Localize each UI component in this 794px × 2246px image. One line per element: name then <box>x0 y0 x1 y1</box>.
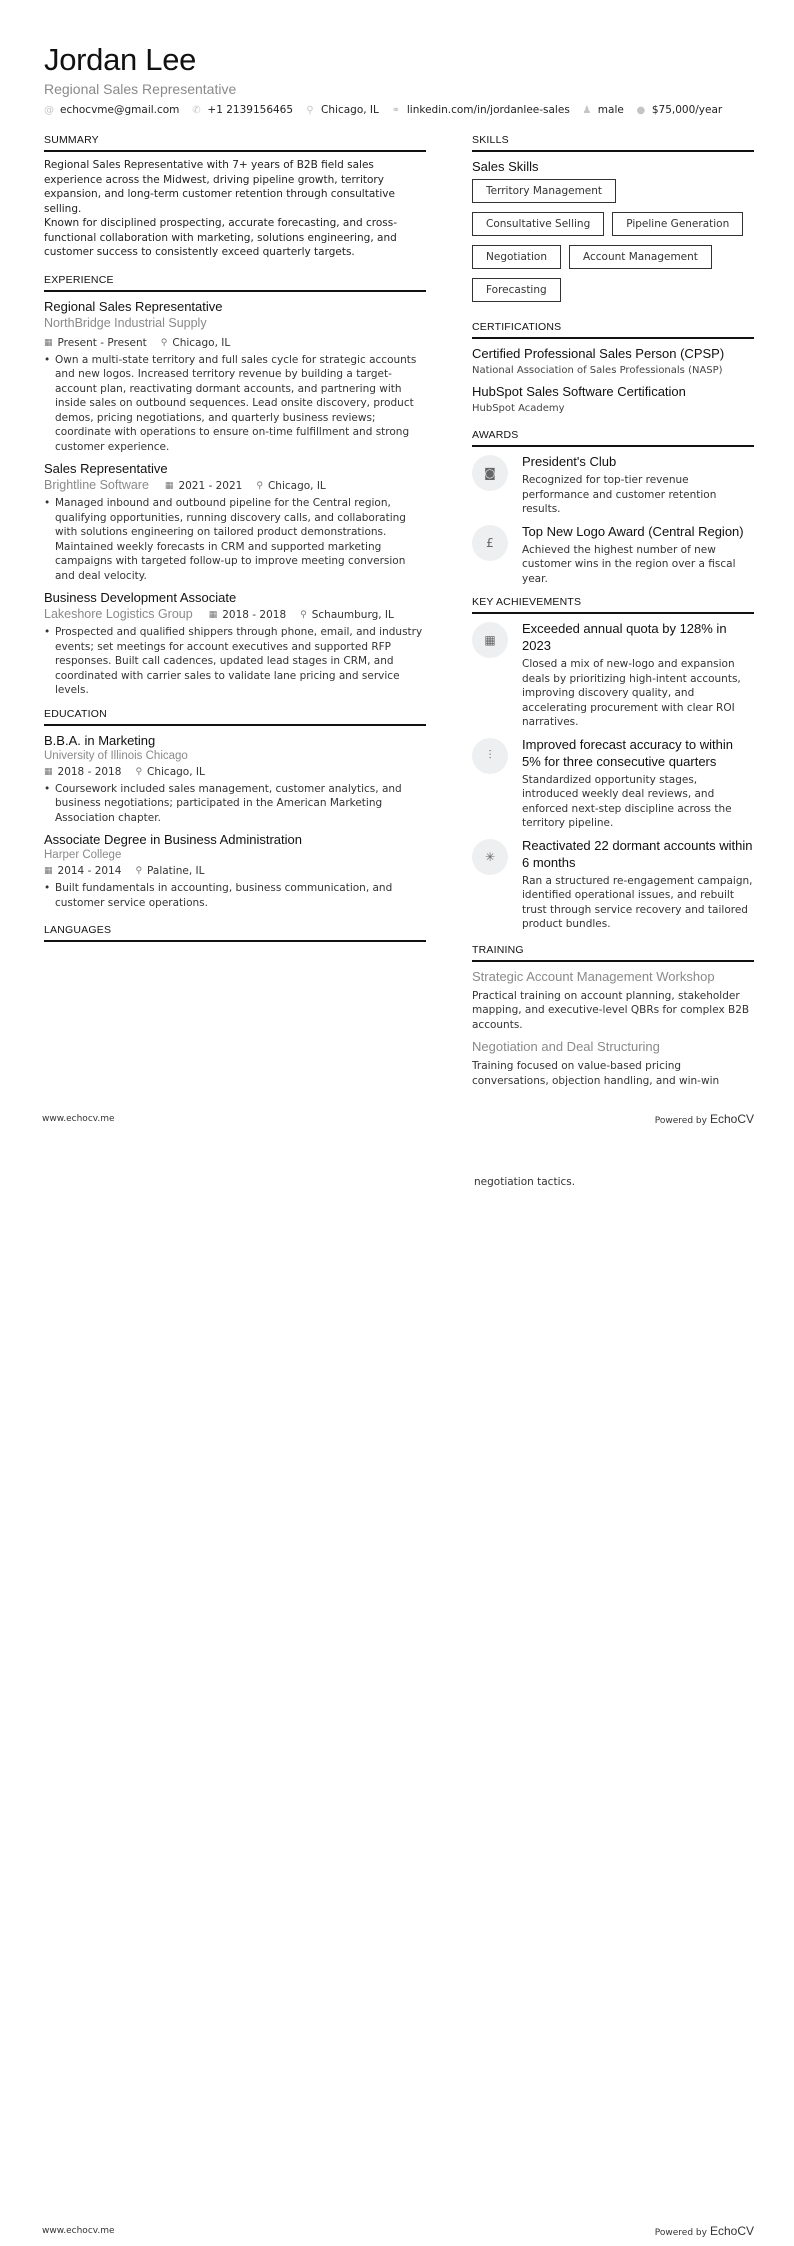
training-section <box>472 944 754 1089</box>
skill-group-title: Sales Skills <box>472 159 539 174</box>
education-location: Chicago, IL <box>147 765 205 778</box>
company-name: Brightline Software <box>44 478 149 492</box>
job-dates: Present - Present <box>57 336 147 349</box>
school-name: University of Illinois Chicago <box>44 749 188 762</box>
job-location: Chicago, IL <box>267 479 326 492</box>
achievement-title: Improved forecast accuracy to within 5% for three consecutive quarters <box>522 736 733 769</box>
candidate-name: Jordan Lee <box>44 42 197 77</box>
certification-org: HubSpot Academy <box>472 403 565 414</box>
section-title-awards: AWARDS <box>472 429 754 447</box>
achievement-title: Reactivated 22 dormant accounts within 6 months <box>522 837 753 870</box>
award-title: Top New Logo Award (Central Region) <box>522 523 744 539</box>
certifications-section <box>472 321 754 417</box>
candidate-role: Regional Sales Representative <box>44 81 237 97</box>
location-pin-icon: ⚲ <box>135 766 143 777</box>
section-title-experience: EXPERIENCE <box>44 274 426 292</box>
contact-linkedin-text: linkedin.com/in/jordanlee-sales <box>406 104 570 116</box>
resume-page-2 <box>0 1123 794 2246</box>
experience-entry <box>44 460 426 583</box>
achievement-title: Exceeded annual quota by 128% in 2023 <box>522 621 727 653</box>
job-location: Chicago, IL <box>172 336 231 349</box>
training-title: Negotiation and Deal Structuring <box>472 1039 660 1054</box>
experience-entry <box>44 589 426 698</box>
training-title: Strategic Account Management Workshop <box>472 968 715 984</box>
section-title-languages: LANGUAGES <box>44 924 426 942</box>
awards-section <box>472 429 754 586</box>
certification-name: Certified Professional Sales Person (CPSP) <box>472 346 725 361</box>
languages-section <box>44 924 426 942</box>
education-location: Palatine, IL <box>147 865 205 877</box>
award-item <box>472 523 754 587</box>
experience-entry <box>44 298 426 455</box>
school-name: Harper College <box>44 849 122 861</box>
at-icon: @ <box>44 104 54 116</box>
right-column <box>472 134 754 1102</box>
contact-email[interactable] <box>44 104 179 116</box>
achievements-section <box>472 596 754 932</box>
company-name: Lakeshore Logistics Group <box>44 607 193 621</box>
section-title-education: EDUCATION <box>44 708 426 726</box>
summary-paragraph: Regional Sales Representative with 7+ years of B2B field sales experience across the Midwest, driving pipeline growth, territory expansion, and long-term customer retention through consultative selling. <box>44 159 395 215</box>
section-title-certifications: CERTIFICATIONS <box>472 321 754 339</box>
achievement-description: Standardized opportunity stages, introduced weekly deal reviews, and enforced next-step discipline across the territory pipeline. <box>522 773 732 829</box>
job-bullet: • Own a multi-state territory and full sales cycle for strategic accounts and new logos. Increased territory revenue by building a target-account plan, reactivating dormant accounts, and partnering with inside sales on outbound sequences. Lead onsite discovery, product demos, pricing negotiations, and quarterly business reviews; coordinate with operations to ensure on-time fulfillment and strong customer experience. <box>44 353 417 453</box>
footer-website-link[interactable]: www.echocv.me <box>42 1114 115 1124</box>
award-item <box>472 453 754 517</box>
contact-bar <box>44 104 754 116</box>
contact-gender <box>582 104 624 116</box>
location-pin-icon: ⚲ <box>256 480 263 491</box>
coin-icon: ● <box>636 104 646 116</box>
education-dates: 2018 - 2018 <box>57 765 122 778</box>
location-pin-icon: ⚲ <box>300 609 307 620</box>
job-meta <box>165 478 340 494</box>
skill-tag: Negotiation <box>472 245 561 269</box>
job-title: Regional Sales Representative <box>44 298 223 314</box>
experience-section <box>44 274 426 698</box>
magic-wand-icon: ✳ <box>472 839 508 875</box>
calendar-icon: ▦ <box>164 480 174 491</box>
section-title-skills: SKILLS <box>472 134 754 152</box>
award-description: Achieved the highest number of new customer wins in the region over a fiscal year. <box>522 543 736 585</box>
education-meta <box>44 863 426 879</box>
footer-brand[interactable]: EchoCV <box>709 1112 754 1126</box>
camera-icon: ◙ <box>472 455 508 491</box>
contact-salary-text: $75,000/year <box>651 104 723 116</box>
achievement-item <box>472 736 754 831</box>
education-entry <box>44 831 426 910</box>
summary-paragraph: Known for disciplined prospecting, accurate forecasting, and cross-functional collaboration with marketing, solutions engineering, and customer success to consistently exceed quarterly targets. <box>44 217 398 258</box>
section-title-achievements: KEY ACHIEVEMENTS <box>472 596 754 614</box>
contact-gender-text: male <box>597 104 624 116</box>
training-description: Training focused on value-based pricing conversations, objection handling, and win-win <box>472 1060 720 1087</box>
calendar-icon: ▦ <box>208 609 218 620</box>
contact-salary <box>636 104 722 116</box>
phone-icon: ✆ <box>192 104 201 116</box>
education-dates: 2014 - 2014 <box>57 865 122 877</box>
skill-tag: Pipeline Generation <box>612 212 743 236</box>
summary-section <box>44 134 426 260</box>
footer-website-link[interactable]: www.echocv.me <box>42 2226 115 2236</box>
job-title: Sales Representative <box>44 461 168 476</box>
job-bullet: • Managed inbound and outbound pipeline for the Central region, qualifying opportunities, running discovery calls, and collaborating with solutions engineering on tailored product demonstrations. Maintained weekly forecasts in CRM and supported marketing campaigns with targeted follow-up to improve meeting conversion and deal velocity. <box>44 497 406 582</box>
training-description: Practical training on account planning, stakeholder mapping, and executive-level QBRs for complex B2B accounts. <box>472 989 750 1031</box>
contact-location-text: Chicago, IL <box>321 104 379 116</box>
calendar-icon: ▦ <box>44 866 53 876</box>
job-meta <box>209 607 408 623</box>
certification-name: HubSpot Sales Software Certification <box>472 384 686 399</box>
left-column <box>44 134 426 956</box>
award-description: Recognized for top-tier revenue performance and customer retention results. <box>522 474 717 515</box>
degree-title: B.B.A. in Marketing <box>44 732 156 748</box>
job-location: Schaumburg, IL <box>311 608 394 621</box>
company-name: NorthBridge Industrial Supply <box>44 315 207 330</box>
achievement-description: Ran a structured re-engagement campaign, identified operational issues, and rebuilt trust through service recovery and tailored product bundles. <box>522 874 753 930</box>
contact-phone[interactable] <box>191 104 293 116</box>
skill-tag: Consultative Selling <box>472 212 604 236</box>
skills-section <box>472 134 754 311</box>
footer-powered-by: Powered by EchoCV <box>654 1112 754 1126</box>
footer-brand[interactable]: EchoCV <box>709 2224 754 2238</box>
education-entry <box>44 732 426 826</box>
contact-linkedin[interactable] <box>391 104 570 116</box>
award-title: President's Club <box>522 454 617 469</box>
location-pin-icon: ⚲ <box>306 104 314 116</box>
resume-header <box>44 42 754 116</box>
skill-tag: Territory Management <box>472 179 616 203</box>
education-bullet: • Coursework included sales management, customer analytics, and business negotiations; participated in the American Marketing Association chapter. <box>44 782 402 824</box>
contact-phone-text: +1 2139156465 <box>207 104 294 116</box>
pound-document-icon: £ <box>472 525 508 561</box>
job-meta <box>44 335 426 351</box>
calendar-icon: ▦ <box>44 766 53 777</box>
job-dates: 2018 - 2018 <box>222 608 287 621</box>
location-pin-icon: ⚲ <box>160 337 168 348</box>
person-icon: ♟ <box>582 104 592 116</box>
training-description-continued: negotiation tactics. <box>474 1176 576 1188</box>
job-dates: 2021 - 2021 <box>178 479 243 492</box>
location-pin-icon: ⚲ <box>135 866 143 876</box>
achievement-item <box>472 620 754 730</box>
degree-title: Associate Degree in Business Administration <box>44 832 302 847</box>
calendar-icon: ▦ <box>44 337 53 348</box>
achievement-description: Closed a mix of new-logo and expansion deals by prioritizing high-intent accounts, improving discovery quality, and accelerating procurement with clear ROI narratives. <box>522 658 741 728</box>
link-icon: ⚭ <box>391 104 401 116</box>
achievement-item <box>472 837 754 932</box>
sliders-icon: ⫶ <box>472 738 508 774</box>
education-bullet: • Built fundamentals in accounting, business communication, and customer service operations. <box>44 882 393 909</box>
education-meta <box>44 764 426 780</box>
education-section <box>44 708 426 911</box>
contact-location <box>305 104 379 116</box>
bar-chart-icon: ▦ <box>472 622 508 658</box>
page-footer <box>42 2224 754 2238</box>
job-title: Business Development Associate <box>44 590 237 605</box>
section-title-summary: SUMMARY <box>44 134 426 152</box>
certification-org: National Association of Sales Professionals (NASP) <box>472 365 723 376</box>
job-bullet: • Prospected and qualified shippers through phone, email, and industry events; set meetings for account executives and supported RFP responses. Built call cadences, updated lead stages in CRM, and coordinated with carrier sales to validate lane pricing and service levels. <box>44 626 423 696</box>
contact-email-text: echocvme@gmail.com <box>60 104 180 116</box>
footer-powered-by: Powered by EchoCV <box>654 2224 754 2238</box>
skill-tag: Account Management <box>569 245 712 269</box>
skill-tags <box>472 179 754 311</box>
section-title-training: TRAINING <box>472 944 754 962</box>
skill-tag: Forecasting <box>472 278 561 302</box>
